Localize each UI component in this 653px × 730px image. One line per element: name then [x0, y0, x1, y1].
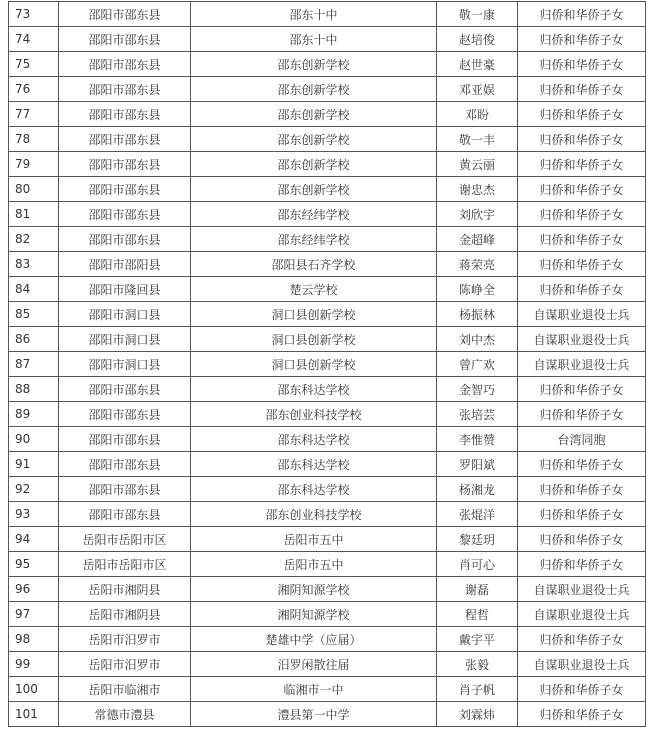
region-cell: 邵阳市邵东县 [59, 227, 191, 252]
row-number-cell: 80 [9, 177, 59, 202]
table-row [9, 252, 646, 277]
region-cell: 邵阳市邵东县 [59, 202, 191, 227]
name-cell: 蒋荣亮 [437, 252, 518, 277]
row-number-cell: 85 [9, 302, 59, 327]
region-cell: 岳阳市汨罗市 [59, 627, 191, 652]
region-cell: 邵阳市邵东县 [59, 452, 191, 477]
school-cell: 洞口县创新学校 [191, 327, 437, 352]
table-row [9, 277, 646, 302]
school-cell: 湘阴知源学校 [191, 602, 437, 627]
region-cell: 邵阳市邵东县 [59, 427, 191, 452]
name-cell: 曾广欢 [437, 352, 518, 377]
name-cell: 肖子帆 [437, 677, 518, 702]
region-cell: 岳阳市岳阳市区 [59, 552, 191, 577]
table-row [9, 602, 646, 627]
row-number-cell: 99 [9, 652, 59, 677]
table-row [9, 452, 646, 477]
category-cell: 归侨和华侨子女 [518, 477, 646, 502]
row-number-cell: 77 [9, 102, 59, 127]
row-number-cell: 89 [9, 402, 59, 427]
table-row [9, 127, 646, 152]
table-row [9, 427, 646, 452]
table-row [9, 677, 646, 702]
school-cell: 湘阴知源学校 [191, 577, 437, 602]
row-number-cell: 88 [9, 377, 59, 402]
school-cell: 邵阳县石齐学校 [191, 252, 437, 277]
school-cell: 邵东创新学校 [191, 52, 437, 77]
region-cell: 邵阳市洞口县 [59, 352, 191, 377]
school-cell: 邵东创新学校 [191, 127, 437, 152]
category-cell: 归侨和华侨子女 [518, 227, 646, 252]
table-row [9, 527, 646, 552]
category-cell: 自谋职业退役士兵 [518, 302, 646, 327]
row-number-cell: 83 [9, 252, 59, 277]
school-cell: 岳阳市五中 [191, 552, 437, 577]
table-row [9, 52, 646, 77]
category-cell: 归侨和华侨子女 [518, 252, 646, 277]
name-cell: 金智巧 [437, 377, 518, 402]
row-number-cell: 76 [9, 77, 59, 102]
row-number-cell: 95 [9, 552, 59, 577]
name-cell: 邓盼 [437, 102, 518, 127]
row-number-cell: 82 [9, 227, 59, 252]
category-cell: 归侨和华侨子女 [518, 27, 646, 52]
row-number-cell: 84 [9, 277, 59, 302]
school-cell: 邵东科达学校 [191, 477, 437, 502]
row-number-cell: 91 [9, 452, 59, 477]
school-cell: 邵东创新学校 [191, 177, 437, 202]
category-cell: 归侨和华侨子女 [518, 677, 646, 702]
row-number-cell: 101 [9, 702, 59, 727]
row-number-cell: 97 [9, 602, 59, 627]
table-row [9, 702, 646, 727]
region-cell: 邵阳市邵东县 [59, 52, 191, 77]
table-row [9, 577, 646, 602]
name-cell: 黎廷玥 [437, 527, 518, 552]
category-cell: 归侨和华侨子女 [518, 552, 646, 577]
table-row [9, 227, 646, 252]
region-cell: 邵阳市邵东县 [59, 27, 191, 52]
name-cell: 邓亚娱 [437, 77, 518, 102]
category-cell: 归侨和华侨子女 [518, 152, 646, 177]
row-number-cell: 78 [9, 127, 59, 152]
category-cell: 归侨和华侨子女 [518, 52, 646, 77]
region-cell: 邵阳市邵东县 [59, 102, 191, 127]
name-cell: 张焜洋 [437, 502, 518, 527]
table-row [9, 27, 646, 52]
table-row [9, 202, 646, 227]
category-cell: 归侨和华侨子女 [518, 502, 646, 527]
region-cell: 邵阳市邵东县 [59, 402, 191, 427]
row-number-cell: 79 [9, 152, 59, 177]
category-cell: 归侨和华侨子女 [518, 177, 646, 202]
name-cell: 黄云丽 [437, 152, 518, 177]
name-cell: 张毅 [437, 652, 518, 677]
category-cell: 归侨和华侨子女 [518, 2, 646, 27]
school-cell: 岳阳市五中 [191, 527, 437, 552]
school-cell: 洞口县创新学校 [191, 352, 437, 377]
name-cell: 杨湘龙 [437, 477, 518, 502]
name-cell: 刘霖炜 [437, 702, 518, 727]
row-number-cell: 87 [9, 352, 59, 377]
row-number-cell: 90 [9, 427, 59, 452]
name-cell: 谢忠杰 [437, 177, 518, 202]
table-row [9, 402, 646, 427]
name-cell: 肖可心 [437, 552, 518, 577]
name-cell: 敬一丰 [437, 127, 518, 152]
name-cell: 罗阳斌 [437, 452, 518, 477]
school-cell: 邵东创业科技学校 [191, 402, 437, 427]
region-cell: 岳阳市湘阴县 [59, 577, 191, 602]
name-cell: 戴宇平 [437, 627, 518, 652]
name-cell: 金超峰 [437, 227, 518, 252]
school-cell: 邵东十中 [191, 2, 437, 27]
name-cell: 程哲 [437, 602, 518, 627]
row-number-cell: 86 [9, 327, 59, 352]
region-cell: 邵阳市邵东县 [59, 77, 191, 102]
school-cell: 邵东经纬学校 [191, 227, 437, 252]
row-number-cell: 100 [9, 677, 59, 702]
school-cell: 邵东创业科技学校 [191, 502, 437, 527]
category-cell: 归侨和华侨子女 [518, 702, 646, 727]
row-number-cell: 96 [9, 577, 59, 602]
school-cell: 邵东经纬学校 [191, 202, 437, 227]
name-cell: 杨振林 [437, 302, 518, 327]
school-cell: 洞口县创新学校 [191, 302, 437, 327]
school-cell: 澧县第一中学 [191, 702, 437, 727]
category-cell: 归侨和华侨子女 [518, 202, 646, 227]
row-number-cell: 98 [9, 627, 59, 652]
region-cell: 岳阳市岳阳市区 [59, 527, 191, 552]
table-row [9, 102, 646, 127]
student-list-table [8, 1, 646, 727]
name-cell: 赵培俊 [437, 27, 518, 52]
region-cell: 邵阳市邵东县 [59, 152, 191, 177]
category-cell: 归侨和华侨子女 [518, 102, 646, 127]
school-cell: 临湘市一中 [191, 677, 437, 702]
category-cell: 归侨和华侨子女 [518, 77, 646, 102]
category-cell: 归侨和华侨子女 [518, 277, 646, 302]
table-row [9, 502, 646, 527]
table-row [9, 552, 646, 577]
table-row [9, 652, 646, 677]
table-row [9, 327, 646, 352]
region-cell: 岳阳市汨罗市 [59, 652, 191, 677]
category-cell: 自谋职业退役士兵 [518, 602, 646, 627]
region-cell: 邵阳市邵东县 [59, 377, 191, 402]
name-cell: 陈峥全 [437, 277, 518, 302]
category-cell: 自谋职业退役士兵 [518, 352, 646, 377]
name-cell: 李惟赞 [437, 427, 518, 452]
region-cell: 邵阳市邵阳县 [59, 252, 191, 277]
school-cell: 邵东创新学校 [191, 77, 437, 102]
table-row [9, 152, 646, 177]
region-cell: 邵阳市邵东县 [59, 2, 191, 27]
category-cell: 台湾同胞 [518, 427, 646, 452]
school-cell: 邵东科达学校 [191, 452, 437, 477]
table-row [9, 627, 646, 652]
region-cell: 岳阳市湘阴县 [59, 602, 191, 627]
name-cell: 刘中杰 [437, 327, 518, 352]
row-number-cell: 92 [9, 477, 59, 502]
school-cell: 邵东创新学校 [191, 152, 437, 177]
category-cell: 归侨和华侨子女 [518, 127, 646, 152]
school-cell: 邵东创新学校 [191, 102, 437, 127]
row-number-cell: 73 [9, 2, 59, 27]
region-cell: 岳阳市临湘市 [59, 677, 191, 702]
school-cell: 楚雄中学（应届） [191, 627, 437, 652]
school-cell: 汨罗闲散往届 [191, 652, 437, 677]
name-cell: 谢磊 [437, 577, 518, 602]
category-cell: 自谋职业退役士兵 [518, 652, 646, 677]
table-row [9, 477, 646, 502]
region-cell: 邵阳市邵东县 [59, 502, 191, 527]
row-number-cell: 75 [9, 52, 59, 77]
name-cell: 赵世豪 [437, 52, 518, 77]
row-number-cell: 81 [9, 202, 59, 227]
name-cell: 敬一康 [437, 2, 518, 27]
category-cell: 归侨和华侨子女 [518, 402, 646, 427]
school-cell: 邵东科达学校 [191, 377, 437, 402]
table-row [9, 2, 646, 27]
category-cell: 归侨和华侨子女 [518, 452, 646, 477]
category-cell: 归侨和华侨子女 [518, 527, 646, 552]
school-cell: 邵东科达学校 [191, 427, 437, 452]
category-cell: 自谋职业退役士兵 [518, 327, 646, 352]
table-row [9, 177, 646, 202]
category-cell: 归侨和华侨子女 [518, 377, 646, 402]
school-cell: 邵东十中 [191, 27, 437, 52]
region-cell: 常德市澧县 [59, 702, 191, 727]
region-cell: 邵阳市洞口县 [59, 302, 191, 327]
region-cell: 邵阳市隆回县 [59, 277, 191, 302]
row-number-cell: 94 [9, 527, 59, 552]
row-number-cell: 93 [9, 502, 59, 527]
row-number-cell: 74 [9, 27, 59, 52]
name-cell: 张培芸 [437, 402, 518, 427]
table-row [9, 77, 646, 102]
region-cell: 邵阳市洞口县 [59, 327, 191, 352]
category-cell: 自谋职业退役士兵 [518, 577, 646, 602]
name-cell: 刘欣宇 [437, 202, 518, 227]
school-cell: 楚云学校 [191, 277, 437, 302]
table-row [9, 302, 646, 327]
table-body [9, 2, 646, 727]
region-cell: 邵阳市邵东县 [59, 477, 191, 502]
region-cell: 邵阳市邵东县 [59, 127, 191, 152]
table-row [9, 377, 646, 402]
table-row [9, 352, 646, 377]
category-cell: 归侨和华侨子女 [518, 627, 646, 652]
region-cell: 邵阳市邵东县 [59, 177, 191, 202]
